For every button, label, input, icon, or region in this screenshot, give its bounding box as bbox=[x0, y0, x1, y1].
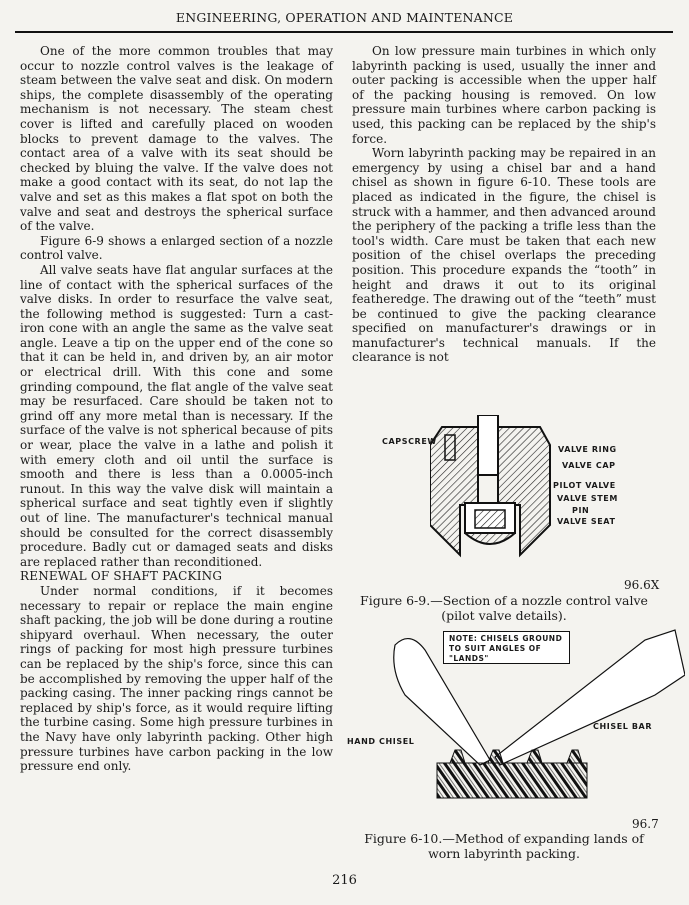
page-number: 216 bbox=[332, 873, 357, 888]
paragraph: Figure 6-9 shows a enlarged section of a nozzle control valve. bbox=[20, 233, 333, 263]
paragraph: Under normal conditions, if it becomes necessary to repair or replace the main engine shaft packing, the job will be done during a routine shipyard overhaul. When necessary, the outer rings of packing for most high pressure turbines can be replaced by the ship's force, since this can be accomplished by removing the upper half of the packing casing. The inner packing rings cannot be replaced by ship's force, as it would require lifting the turbine casing. Some high pressure turbines in the Navy have only labyrinth packing. Other high pressure turbines have carbon packing in the low pressure end only. bbox=[20, 583, 333, 774]
header-rule bbox=[15, 31, 673, 33]
label-valve-cap: VALVE CAP bbox=[562, 461, 616, 470]
paragraph: One of the more common troubles that may occur to nozzle control valves is the leakage of steam between the valve seat and disk. On modern ships, the complete disassembly of the operating mechanism is not necessary. The steam chest cover is lifted and carefully placed on wooden blocks to prevent damage to the valves. The contact area of a valve with its seat should be checked by bluing the valve. If the valve does not make a good contact with its seat, do not lap the valve and set as this makes a flat spot on both the valve and seat and destroys the spherical surface of the valve. bbox=[20, 44, 333, 234]
label-valve-stem: VALVE STEM bbox=[557, 494, 618, 503]
right-column bbox=[352, 44, 656, 365]
note-line: "LANDS" bbox=[449, 654, 489, 663]
figure-6-9-caption bbox=[346, 593, 662, 623]
note-line: NOTE: CHISELS GROUND bbox=[449, 634, 563, 643]
caption-line: (pilot valve details). bbox=[441, 608, 567, 623]
caption-line: worn labyrinth packing. bbox=[428, 846, 580, 861]
left-column bbox=[20, 44, 333, 774]
label-pin: PIN bbox=[572, 506, 590, 515]
note-line: TO SUIT ANGLES OF bbox=[449, 644, 542, 653]
caption-line: Figure 6-10.—Method of expanding lands of bbox=[364, 831, 644, 846]
figure-6-10-caption bbox=[346, 831, 662, 861]
label-valve-ring: VALVE RING bbox=[558, 445, 617, 454]
label-capscrew: CAPSCREW bbox=[382, 437, 437, 446]
figure-6-10-number: 96.7 bbox=[632, 817, 659, 831]
label-chisel-bar: CHISEL BAR bbox=[593, 722, 653, 731]
figure-6-9-number: 96.6X bbox=[624, 578, 660, 592]
running-header: ENGINEERING, OPERATION AND MAINTENANCE bbox=[175, 10, 514, 25]
paragraph: On low pressure main turbines in which only labyrinth packing is used, usually the inner and outer packing is accessible when the upper half of the packing housing is removed. On low pressure main turbines where carbon packing is used, this packing can be replaced by the ship's force. bbox=[352, 44, 656, 146]
section-heading: RENEWAL OF SHAFT PACKING bbox=[20, 569, 223, 584]
label-pilot-valve: PILOT VALVE bbox=[553, 481, 616, 490]
paragraph: Worn labyrinth packing may be repaired in an emergency by using a chisel bar and a hand chisel as shown in figure 6-10. These tools are placed as indicated in the figure, the chisel is struck with a hammer, and then advanced around the periphery of the packing a trifle less than the tool's width. Care must be taken that each new position of the chisel overlaps the preceding position. This procedure expands the “tooth” in height and draws it out to its original featheredge. The drawing out of the “teeth” must be continued to give the packing clearance specified on manufacturer's drawings or in manufacturer's technical manuals. If the clearance is not bbox=[352, 146, 656, 365]
note-box bbox=[443, 631, 570, 664]
caption-line: Figure 6-9.—Section of a nozzle control valve bbox=[360, 593, 648, 608]
paragraph: All valve seats have flat angular surfaces at the line of contact with the spherical surfaces of the valve disks. In order to resurface the valve seat, the following method is suggested: Turn a cast-iron cone with an angle the same as the valve seat angle. Leave a tip on the upper end of the cone so that it can be held in, and driven by, an air motor or electrical drill. With this cone and some grinding compound, the flat angle of the valve seat may be resurfaced. Care should be taken not to grind off any more metal than is necessary. If the surface of the valve is not spherical because of pits or wear, place the valve in a lathe and polish it with emery cloth and oil until the surface is smooth and there is less than a 0.0005-inch runout. In this way the valve disk will maintain a spherical surface and seat tightly even if slightly out of line. The manufacturer's technical manual should be consulted for the correct disassembly procedure. Badly cut or damaged seats and disks are replaced rather than reconditioned. bbox=[20, 262, 333, 569]
label-valve-seat: VALVE SEAT bbox=[557, 517, 616, 526]
label-hand-chisel: HAND CHISEL bbox=[347, 737, 415, 746]
